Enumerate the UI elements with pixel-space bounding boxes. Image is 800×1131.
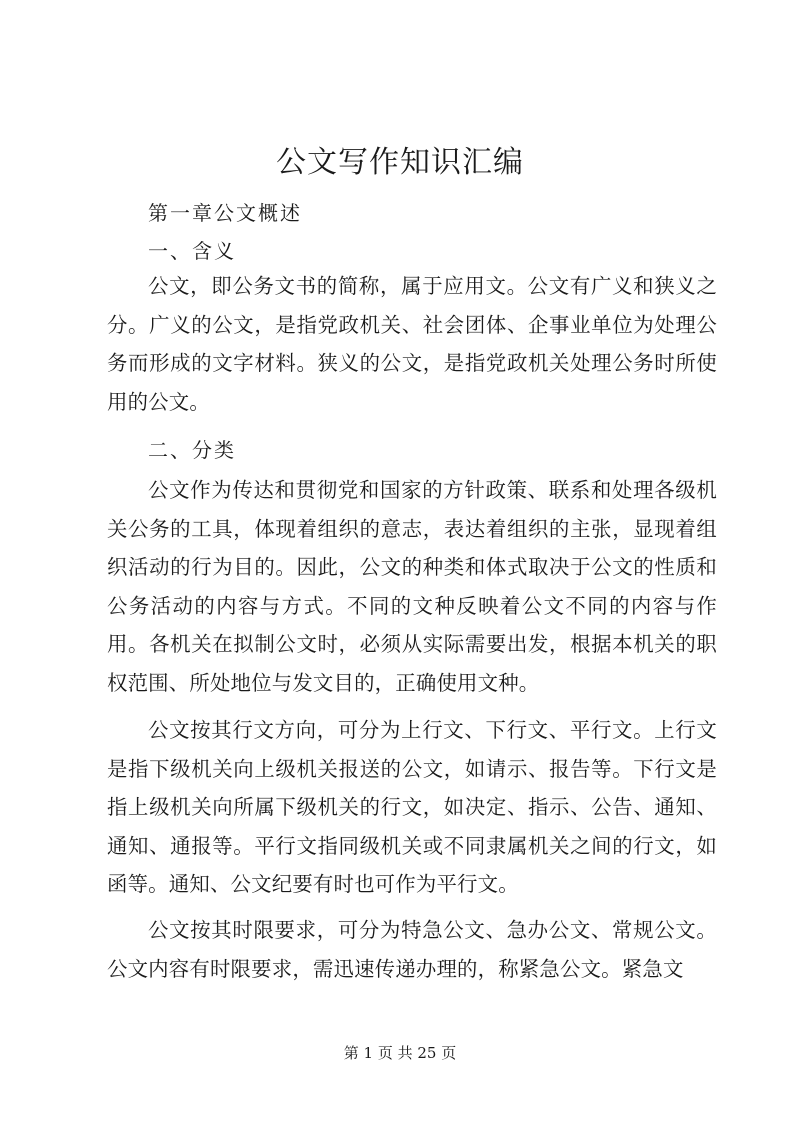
- chapter-heading: 第一章公文概述: [148, 201, 302, 225]
- paragraph-meaning: 公文，即公务文书的简称，属于应用文。公文有广义和狭义之分。广义的公文，是指党政机关、社会团体、企事业单位为处理公务而形成的文字材料。狭义的公文，是指党政机关处理公务时所使用的公文。: [107, 274, 717, 414]
- paragraph-classification-3: 公文按其时限要求，可分为特急公文、急办公文、常规公文。公文内容有时限要求，需迅速传递办理的，称紧急公文。紧急文: [107, 918, 717, 981]
- paragraph-classification-1: 公文作为传达和贯彻党和国家的方针政策、联系和处理各级机关公务的工具，体现着组织的意志，表达着组织的主张，显现着组织活动的行为目的。因此，公文的种类和体式取决于公文的性质和公务活动的内容与方式。不同的文种反映着公文不同的内容与作用。各机关在拟制公文时，必须从实际需要出发，根据本机关的职权范围、所处地位与发文目的，正确使用文种。: [107, 478, 717, 695]
- page-number-footer: 第 1 页 共 25 页: [343, 1044, 457, 1062]
- section-heading-meaning: 一、含义: [148, 239, 236, 263]
- document-title: 公文写作知识汇编: [276, 145, 524, 180]
- section-heading-classification: 二、分类: [148, 438, 236, 462]
- paragraph-classification-2: 公文按其行文方向，可分为上行文、下行文、平行文。上行文是指下级机关向上级机关报送的公文，如请示、报告等。下行文是指上级机关向所属下级机关的行文，如决定、指示、公告、通知、通知、通报等。平行文指同级机关或不同隶属机关之间的行文，如函等。通知、公文纪要有时也可作为平行文。: [107, 718, 717, 896]
